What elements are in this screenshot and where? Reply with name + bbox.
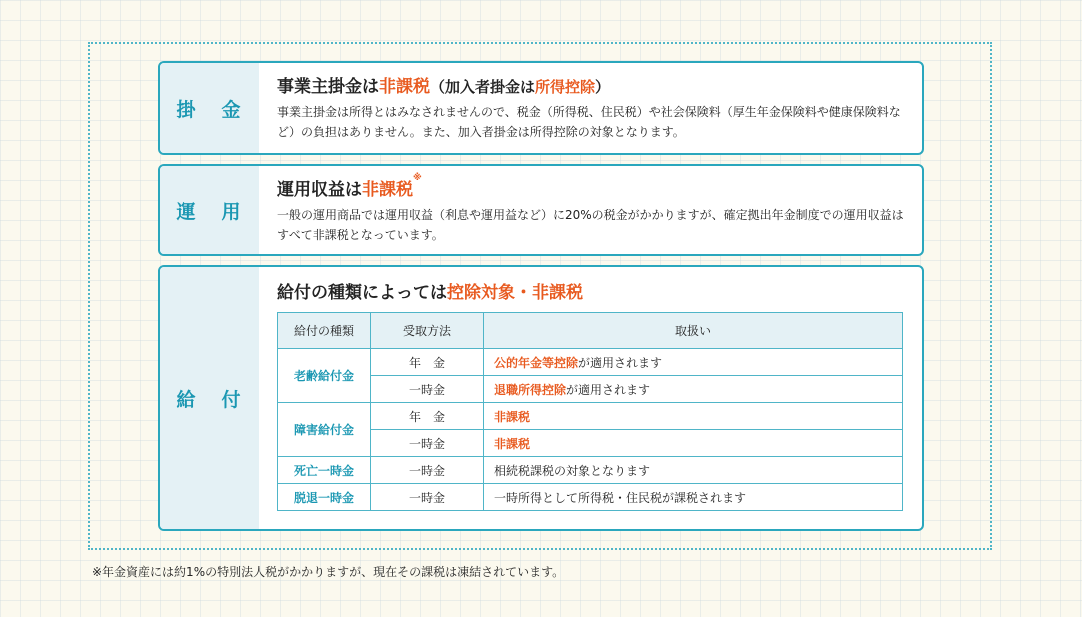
receive-method: 一時金	[371, 457, 484, 484]
treatment: 相続税課税の対象となります	[484, 457, 903, 484]
table-row	[278, 430, 903, 457]
table-row	[278, 349, 903, 376]
label-char: 運	[176, 200, 198, 223]
treatment: 非課税	[484, 430, 903, 457]
benefit-kind: 障害給付金	[278, 403, 371, 457]
footnote-mark: ※	[413, 173, 422, 183]
treatment: 一時所得として所得税・住民税が課税されます	[484, 484, 903, 511]
card-description: 一般の運用商品では運用収益（利息や運用益など）に20%の税金がかかりますが、確定拠出年金制度での運用収益はすべて非課税となっています。	[277, 208, 904, 242]
card-label-benefit	[160, 267, 259, 529]
card-contribution	[158, 61, 924, 155]
card-benefit	[158, 265, 924, 531]
treatment: 非課税	[484, 403, 903, 430]
table-header: 給付の種類	[278, 313, 371, 349]
card-title: 運用収益は非課税※	[277, 173, 422, 200]
treatment: 退職所得控除が適用されます	[484, 376, 903, 403]
card-label-contribution	[160, 63, 259, 153]
table-row	[278, 376, 903, 403]
benefit-kind: 死亡一時金	[278, 457, 371, 484]
card-label-investment	[160, 166, 259, 254]
label-char: 用	[221, 200, 243, 223]
receive-method: 年 金	[371, 349, 484, 376]
table-header: 受取方法	[371, 313, 484, 349]
receive-method: 一時金	[371, 376, 484, 403]
benefit-kind: 老齢給付金	[278, 349, 371, 403]
benefit-kind: 脱退一時金	[278, 484, 371, 511]
card-description: 事業主掛金は所得とはみなされませんので、税金（所得税、住民税）や社会保険料（厚生年金保険料や健康保険料など）の負担はありません。また、加入者掛金は所得控除の対象となります。	[277, 105, 901, 139]
benefit-table	[277, 312, 903, 511]
table-row	[278, 403, 903, 430]
card-title: 事業主掛金は非課税（加入者掛金は所得控除）	[277, 77, 611, 97]
treatment: 公的年金等控除が適用されます	[484, 349, 903, 376]
receive-method: 一時金	[371, 484, 484, 511]
footnote: ※年金資産には約1%の特別法人税がかかりますが、現在その課税は凍結されています。	[92, 565, 565, 579]
table-header-row	[278, 313, 903, 349]
table-row	[278, 484, 903, 511]
receive-method: 年 金	[371, 403, 484, 430]
label-char: 給	[176, 388, 198, 411]
card-investment	[158, 164, 924, 256]
table-header: 取扱い	[484, 313, 903, 349]
label-char: 金	[221, 98, 243, 121]
label-char: 掛	[176, 98, 198, 121]
label-char: 付	[221, 388, 243, 411]
receive-method: 一時金	[371, 430, 484, 457]
table-row	[278, 457, 903, 484]
card-title: 給付の種類によっては控除対象・非課税	[277, 283, 583, 303]
